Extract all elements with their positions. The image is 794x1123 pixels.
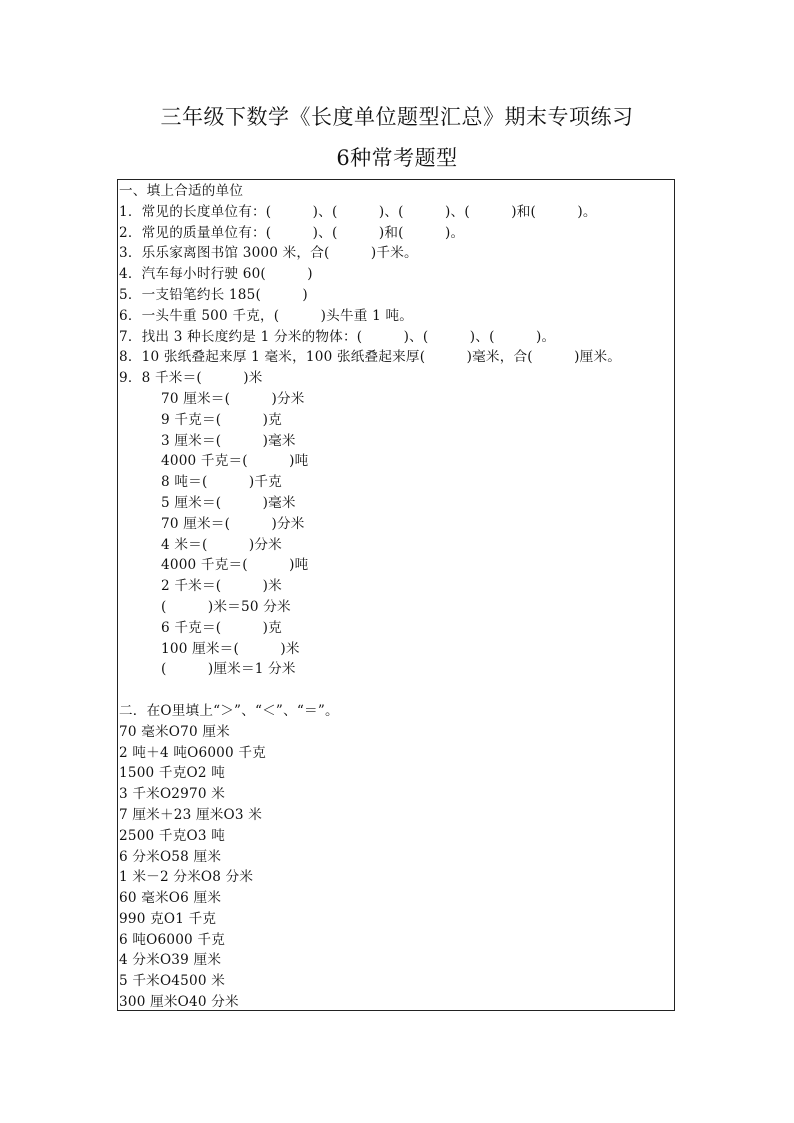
conversion-item: 4000 千克＝( )吨: [161, 453, 309, 470]
section2-heading: 二．在O里填上“＞”、“＜”、“＝”。: [119, 702, 339, 719]
compare-item: 2 吨＋4 吨O6000 千克: [119, 744, 266, 761]
compare-item: 6 分米O58 厘米: [119, 848, 222, 865]
conversion-item: 70 厘米＝( )分米: [161, 515, 305, 532]
page-subtitle: 6种常考题型: [336, 146, 458, 170]
page-title: 三年级下数学《长度单位题型汇总》期末专项练习: [160, 105, 634, 129]
compare-item: 990 克O1 千克: [119, 910, 217, 927]
conversion-item: 8 吨＝( )千克: [161, 474, 282, 491]
compare-item: 1500 千克O2 吨: [119, 765, 226, 782]
conversion-item: 100 厘米＝( )米: [161, 640, 300, 657]
exercise-box: [117, 179, 675, 1011]
compare-item: 60 毫米O6 厘米: [119, 890, 222, 907]
conversion-item: 70 厘米＝( )分米: [161, 390, 305, 407]
conversion-item: 2 千米＝( )米: [161, 578, 282, 595]
question-7: 7．找出 3 种长度约是 1 分米的物体：( )、( )、( )。: [119, 328, 556, 345]
compare-item: 1 米－2 分米O8 分米: [119, 869, 254, 886]
question-1: 1．常见的长度单位有：( )、( )、( )、( )和( )。: [119, 203, 597, 220]
compare-item: 3 千米O2970 米: [119, 786, 226, 803]
conversion-item: ( )厘米＝1 分米: [161, 661, 296, 678]
conversion-item: 3 厘米＝( )毫米: [161, 432, 296, 449]
compare-item: 70 毫米O70 厘米: [119, 723, 230, 740]
section-spacer: [119, 680, 674, 701]
question-4: 4．汽车每小时行驶 60( ): [119, 266, 313, 283]
compare-item: 5 千米O4500 米: [119, 973, 226, 990]
compare-item: 4 分米O39 厘米: [119, 952, 222, 969]
compare-item: 2500 千克O3 吨: [119, 827, 226, 844]
conversion-item: 9 千克＝( )克: [161, 411, 282, 428]
question-5: 5．一支铅笔约长 185( ): [119, 286, 308, 303]
question-6: 6．一头牛重 500 千克，( )头牛重 1 吨。: [119, 307, 414, 324]
conversion-item: 4 米＝( )分米: [161, 536, 282, 553]
compare-item: 6 吨O6000 千克: [119, 931, 226, 948]
conversion-item: ( )米＝50 分米: [161, 598, 291, 615]
compare-item: 7 厘米＋23 厘米O3 米: [119, 806, 263, 823]
compare-item: 300 厘米O40 分米: [119, 994, 239, 1011]
conversion-item: 5 厘米＝( )毫米: [161, 494, 296, 511]
question-3: 3．乐乐家离图书馆 3000 米，合( )千米。: [119, 245, 418, 262]
section1-heading: 一、填上合适的单位: [119, 183, 244, 199]
question-2: 2．常见的质量单位有：( )、( )和( )。: [119, 224, 465, 241]
conversion-item: 4000 千克＝( )吨: [161, 557, 309, 574]
question-8: 8．10 张纸叠起来厚 1 毫米，100 张纸叠起来厚( )毫米，合( )厘米。: [119, 349, 622, 366]
question-9: 9．8 千米＝( )米: [119, 370, 263, 387]
conversion-item: 6 千克＝( )克: [161, 619, 282, 636]
